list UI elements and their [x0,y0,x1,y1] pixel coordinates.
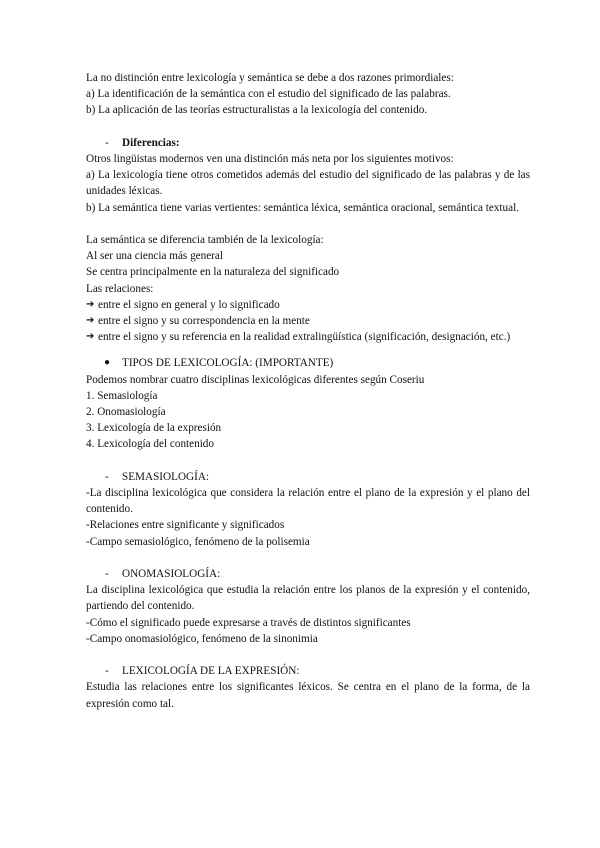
semasiologia-section [86,469,530,550]
tipos-item-4: 4. Lexicología del contenido [86,438,214,451]
expresion-heading: LEXICOLOGÍA DE LA EXPRESIÓN: [122,665,300,678]
semantica-point-1: Al ser una ciencia más general [86,250,223,263]
expresion-text-1: Estudia las relaciones entre los significantes léxicos. Se centra en el plano de la forma, de la expresión como tal. [86,681,530,710]
relation-item-2 [86,313,530,329]
intro-section [86,70,530,119]
onomasiologia-section [86,566,530,647]
diferencias-section [86,135,530,216]
relation-item-3 [86,329,530,345]
relation-text-1: entre el signo en general y lo significado [98,298,280,311]
semasiologia-text-1: -La disciplina lexicológica que considera la relación entre el plano de la expresión y el plano del contenido. [86,487,530,516]
dash-marker: - [105,568,109,581]
semasiologia-text-3: -Campo semasiológico, fenómeno de la polisemia [86,535,310,548]
document-page [86,70,530,712]
arrow-right-icon: ➔ [86,298,95,310]
tipos-item-1: 1. Semasiología [86,389,158,402]
onomasiologia-text-1: La disciplina lexicológica que estudia la relación entre los planos de la expresión y el contenido, partiendo del contenido. [86,584,530,613]
tipos-item-3: 3. Lexicología de la expresión [86,422,222,435]
semasiologia-heading: SEMASIOLOGÍA: [122,470,210,483]
intro-item-b: b) La aplicación de las teorías estructuralistas a la lexicología del contenido. [86,104,428,117]
relaciones-label: Las relaciones: [86,282,154,295]
tipos-item-2: 2. Onomasiología [86,406,166,419]
semasiologia-text-2: -Relaciones entre significante y significados [86,519,285,532]
expresion-section [86,663,530,712]
diferencias-heading-row [86,135,530,151]
semasiologia-heading-row [86,469,530,485]
arrow-right-icon: ➔ [86,331,95,343]
semantica-point-2: Se centra principalmente en la naturaleza del significado [86,266,340,279]
relation-text-2: entre el signo y su correspondencia en la mente [98,315,310,328]
arrow-right-icon: ➔ [86,315,95,327]
tipos-section [86,355,530,452]
tipos-heading: TIPOS DE LEXICOLOGÍA: (IMPORTANTE) [122,357,334,370]
relation-item-1 [86,297,530,313]
onomasiologia-heading-row [86,566,530,582]
intro-item-a: a) La identificación de la semántica con el estudio del significado de las palabras. [86,88,451,101]
onomasiologia-text-2: -Cómo el significado puede expresarse a través de distintos significantes [86,616,411,629]
diferencias-text: Otros lingüistas modernos ven una distinción más neta por los siguientes motivos: [86,153,454,165]
tipos-text: Podemos nombrar cuatro disciplinas lexicológicas diferentes según Coseriu [86,373,425,386]
onomasiologia-heading: ONOMASIOLOGÍA: [122,568,221,581]
semantica-text: La semántica se diferencia también de la lexicología: [86,234,324,246]
expresion-heading-row [86,663,530,679]
dash-marker: - [105,665,109,678]
semantica-section [86,232,530,345]
tipos-heading-row [86,355,530,371]
onomasiologia-text-3: -Campo onomasiológico, fenómeno de la sinonimia [86,632,318,645]
diferencias-item-b: b) La semántica tiene varias vertientes: semántica léxica, semántica oracional, semántica textual. [86,201,520,214]
diferencias-item-a: a) La lexicología tiene otros cometidos además del estudio del significado de las palabras y de las unidades léxicas. [86,169,530,198]
dash-marker: - [105,136,109,149]
relation-text-3: entre el signo y su referencia en la realidad extralingüística (significación, designación, etc.) [98,331,511,344]
dash-marker: - [105,470,109,483]
bullet-icon: ● [104,357,111,369]
intro-text: La no distinción entre lexicología y semántica se debe a dos razones primordiales: [86,72,454,84]
diferencias-heading: Diferencias: [122,136,180,149]
